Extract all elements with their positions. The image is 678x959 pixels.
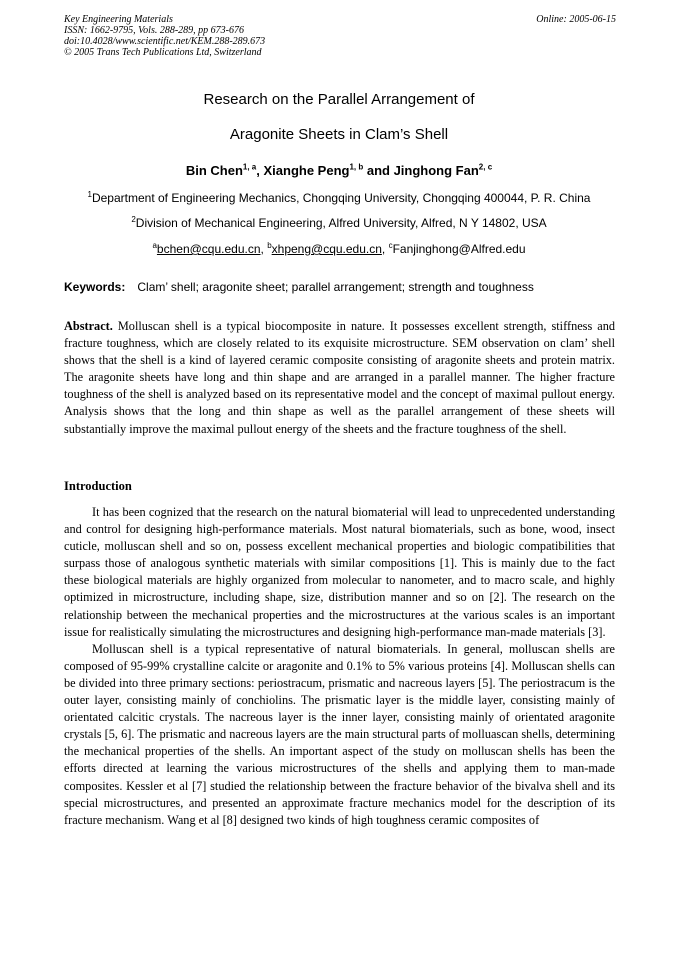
affiliation-superscript: 2 (131, 215, 136, 224)
affiliation-superscript: 1 (87, 190, 92, 199)
paper-title-line-2: Aragonite Sheets in Clam’s Shell (229, 126, 449, 143)
email-superscript: b (267, 241, 272, 250)
affiliation-text: Division of Mechanical Engineering, Alfred University, Alfred, N Y 14802, USA (135, 216, 547, 230)
issn-line: ISSN: 1662-9795, Vols. 288-289, pp 673-676 (64, 25, 244, 36)
paragraph: Molluscan shell is a typical representative of natural biomaterials. In general, molluscan shells are composed of 95-99% crystalline calcite or aragonite and 0.1% to 5% various proteins [4]. Molluscan shells can be divided into three primary sections: periostracum, prismatic and nacreous layers [5]. The periostracum is the outer layer, consisting mainly of conchiolins. The prismatic layer is the middle layer, consisting mainly of orientated calcitic crystals. The nacreous layer is the inner layer, consisting mainly of orientated aragonite crystals [5, 6]. The prismatic and nacreous layers are the main structural parts of molluascan shells, determining the mechanical properties of the shells. An important aspect of the study on molluscan shells has been the efforts directed at learning the various microstructures of the shells and applying them to man-made composites. Kessler et al [7] studied the relationship between the fracture behavior of the bivalva shell and its special microstructures, and presented an approximate fracture mechanics model for the description of its fracture mechanism. Wang et al [8] designed two kinds of high toughness ceramic composites of (64, 641, 615, 827)
keywords (64, 280, 616, 294)
copyright-line: © 2005 Trans Tech Publications Ltd, Switzerland (64, 47, 262, 58)
abstract-text: Molluscan shell is a typical biocomposite in nature. It possesses excellent strength, stiffness and fracture toughness, which are closely related to its exquisite microstructure. SEM observation on clam’ shell shows that the shell is a kind of layered ceramic composite consisting of aragonite sheets and protein matrix. The aragonite sheets have long and thin shape and are arranged in a parallel manner. The higher fracture toughness of the shell is analyzed based on its representative model and the concept of maximal pullout energy. Analysis shows that the long and thin shape as well as the parallel arrangement of these sheets will substantially improve the maximal pullout energy of the sheets and the fracture toughness of the shell. (64, 319, 616, 436)
keywords-text: Clam’ shell; aragonite sheet; parallel arrangement; strength and toughness (137, 280, 534, 294)
email-superscript: a (152, 241, 157, 250)
email-separator: , (260, 242, 268, 256)
email-separator: , (381, 242, 389, 256)
keywords-label: Keywords: (64, 280, 126, 294)
author-list (0, 163, 678, 178)
introduction-heading: Introduction (64, 479, 132, 493)
email-link[interactable]: bchen@cqu.edu.cn (156, 242, 261, 256)
abstract-label: Abstract. (64, 319, 113, 333)
affiliation-2 (0, 216, 678, 230)
affiliation-1 (0, 191, 678, 205)
journal-name: Key Engineering Materials (64, 14, 173, 25)
email-link[interactable]: xhpeng@cqu.edu.cn (271, 242, 382, 256)
affiliation-text: Department of Engineering Mechanics, Chongqing University, Chongqing 400044, P. R. China (91, 191, 591, 205)
abstract (64, 318, 615, 438)
author-superscript: 2, c (478, 162, 493, 172)
email-text: Fanjinghong@Alfred.edu (392, 242, 526, 256)
online-date: Online: 2005-06-15 (536, 14, 616, 25)
author-name: Xianghe Peng (263, 163, 350, 178)
author-name: Bin Chen (185, 163, 243, 178)
introduction-body (64, 504, 615, 829)
paper-title-line-1: Research on the Parallel Arrangement of (203, 91, 475, 108)
author-separator: and (363, 163, 394, 178)
author-separator: , (256, 163, 264, 178)
paragraph: It has been cognized that the research on the natural biomaterial will lead to unprecedented understanding and control for designing high-performance materials. Most natural biomaterials, such as bone, wood, insect cuticle, molluscan shell and so on, possess excellent mechanical properties and biologic compatibilities that surpass those of analogous synthetic materials with similar compositions [1]. This is mainly due to the fact these biological materials are highly organized from molecular to nanometer, and to macro scale, and highly optimized in microstructure, including shape, size, distribution manner and so on [2]. The research on the relationship between the mechanical properties and the microstructures at the various scales is an important issue for realistically simulating the microstructures and designing high-performance man-made materials [3]. (64, 505, 615, 639)
email-line (0, 242, 678, 256)
author-name: Jinghong Fan (393, 163, 479, 178)
email-superscript: c (388, 241, 393, 250)
doi-line: doi:10.4028/www.scientific.net/KEM.288-289.673 (64, 36, 266, 47)
author-superscript: 1, b (349, 162, 364, 172)
author-superscript: 1, a (242, 162, 257, 172)
journal-header (64, 14, 616, 58)
